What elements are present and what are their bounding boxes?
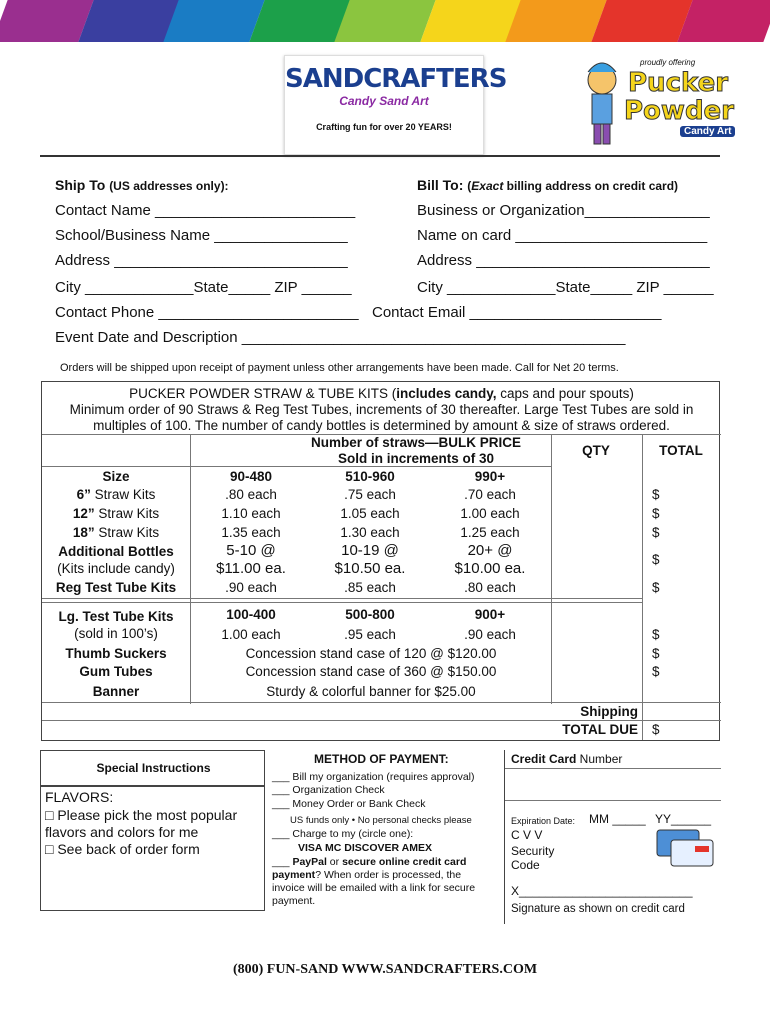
banner-desc: Sturdy & colorful banner for $25.00 xyxy=(266,684,476,699)
expiration-label: Expiration Date: xyxy=(511,816,576,826)
cvv-label: C V V xyxy=(511,828,543,842)
event-field[interactable]: Event Date and Description ______________________________________________ xyxy=(55,329,626,346)
total-cell[interactable]: $ xyxy=(652,664,660,679)
rainbow-stripe xyxy=(249,0,350,42)
bill-city-field[interactable]: City _____________State_____ ZIP ______ xyxy=(417,279,714,296)
powder-word: Powder xyxy=(624,96,735,126)
security-label: Security xyxy=(511,844,555,858)
credit-card-icon xyxy=(655,826,715,871)
shipping-notice: Orders will be shipped upon receipt of payment unless other arrangements have been made. Call for Net 20 terms. xyxy=(60,362,619,374)
price-cell: .85 each xyxy=(344,580,396,595)
expiration-mm[interactable]: MM _____ xyxy=(589,812,646,826)
credit-card-number-field[interactable]: Credit Card Number xyxy=(511,752,623,766)
row-thumb-suckers: Thumb Suckers xyxy=(65,646,167,661)
payment-payment: payment. xyxy=(272,895,316,907)
special-instructions-header xyxy=(40,750,265,786)
shipping-label: Shipping xyxy=(580,704,638,719)
col-90-480: 90-480 xyxy=(229,469,273,484)
name-on-card-field[interactable]: Name on card _______________________ xyxy=(417,227,708,244)
bill-to-heading: Bill To: (Exact billing address on credit card) xyxy=(417,177,679,193)
total-cell[interactable]: $ xyxy=(652,525,660,540)
payment-charge[interactable]: ___ Charge to my (circle one): xyxy=(272,828,414,840)
price-cell: 1.00 each xyxy=(460,506,520,521)
logo-brand: SANDCRAFTERS xyxy=(285,64,507,94)
price-cell: .70 each xyxy=(464,487,516,502)
ship-city-field[interactable]: City _____________State_____ ZIP ______ xyxy=(55,279,352,296)
col-510-960: 510-960 xyxy=(345,469,395,484)
total-cell[interactable]: $ xyxy=(652,580,660,595)
row-banner: Banner xyxy=(92,684,140,699)
payment-paypal-cont: payment? When order is processed, the xyxy=(272,869,462,881)
expiration-yy[interactable]: YY______ xyxy=(655,812,712,826)
ship-address-field[interactable]: Address ____________________________ xyxy=(55,252,348,269)
minimum-note-1: Minimum order of 90 Straws & Reg Test Tubes, increments of 30 thereafter. Large Test Tubes are sold in xyxy=(69,402,694,417)
bill-address-field[interactable]: Address ____________________________ xyxy=(417,252,710,269)
rainbow-stripe xyxy=(335,0,436,42)
price-cell: 1.10 each xyxy=(221,506,281,521)
pucker-proudly: proudly offering xyxy=(640,58,696,67)
card-types[interactable]: VISA MC DISCOVER AMEX xyxy=(298,842,432,854)
price-cell: .90 each xyxy=(225,580,277,595)
footer-contact: (800) FUN-SAND WWW.SANDCRAFTERS.COM xyxy=(232,962,538,977)
price-cell: 1.25 each xyxy=(460,525,520,540)
total-due-value[interactable]: $ xyxy=(652,722,660,737)
row-lg-test-tube: Lg. Test Tube Kits xyxy=(58,609,174,624)
qty-header: QTY xyxy=(582,443,610,458)
rainbow-stripe xyxy=(677,0,770,42)
payment-us-funds: US funds only • No personal checks please xyxy=(290,815,472,826)
minimum-note-2: multiples of 100. The number of candy bottles is determined by amount & size of straws ordered. xyxy=(93,418,670,433)
contact-name-field[interactable]: Contact Name ________________________ xyxy=(55,202,356,219)
school-name-field[interactable]: School/Business Name ________________ xyxy=(55,227,348,244)
total-header: TOTAL xyxy=(659,443,703,458)
special-instructions-box[interactable] xyxy=(40,786,265,911)
total-due-label: TOTAL DUE xyxy=(562,722,638,737)
ship-to-heading: Ship To (US addresses only): xyxy=(55,177,229,193)
contact-phone-field[interactable]: Contact Phone ________________________ xyxy=(55,304,359,321)
price-cell: 1.30 each xyxy=(340,525,400,540)
logo-tagline: Crafting fun for over 20 YEARS! xyxy=(316,122,452,132)
total-cell[interactable]: $ xyxy=(652,646,660,661)
payment-org-check[interactable]: ___ Organization Check xyxy=(272,784,385,796)
bulk-price-heading: Number of straws—BULK PRICE xyxy=(310,435,522,450)
logo-subtitle: Candy Sand Art xyxy=(339,94,429,108)
flavor-option-back[interactable]: □ See back of order form xyxy=(45,841,200,857)
col-900-plus: 900+ xyxy=(474,607,506,622)
special-title: Special Instructions xyxy=(96,761,211,775)
rainbow-stripe xyxy=(591,0,692,42)
bottles-note: (Kits include candy) xyxy=(57,561,175,576)
total-cell[interactable]: $ xyxy=(652,487,660,502)
rainbow-stripe xyxy=(163,0,264,42)
candy-art-badge: Candy Art xyxy=(680,126,735,137)
code-label: Code xyxy=(511,858,540,872)
rainbow-banner xyxy=(0,0,770,42)
lg-tube-note: (sold in 100’s) xyxy=(74,626,158,641)
total-cell[interactable]: $ xyxy=(652,552,660,567)
row-additional-bottles: Additional Bottles xyxy=(58,544,174,559)
pucker-powder-logo xyxy=(580,50,740,150)
price-table xyxy=(41,381,720,741)
total-cell[interactable]: $ xyxy=(652,627,660,642)
payment-title: METHOD OF PAYMENT: xyxy=(314,752,449,766)
price-cell: 20+ @ xyxy=(467,542,513,559)
increments-heading: Sold in increments of 30 xyxy=(337,451,495,466)
payment-invoice: invoice will be emailed with a link for secure xyxy=(272,882,476,894)
table-title: PUCKER POWDER STRAW & TUBE KITS (includes candy, caps and pour spouts) xyxy=(129,386,634,401)
row-reg-test-tube: Reg Test Tube Kits xyxy=(55,580,177,595)
contact-email-field[interactable]: Contact Email _______________________ xyxy=(372,304,662,321)
price-cell: 5-10 @ xyxy=(226,542,276,559)
rainbow-stripe xyxy=(506,0,607,42)
rainbow-stripe xyxy=(78,0,179,42)
rainbow-stripe xyxy=(420,0,521,42)
price-cell: $11.00 ea. xyxy=(216,560,286,577)
pucker-word: Pucker xyxy=(628,68,729,98)
col-990-plus: 990+ xyxy=(474,469,506,484)
payment-money-order[interactable]: ___ Money Order or Bank Check xyxy=(272,798,426,810)
flavors-label: FLAVORS: xyxy=(45,789,114,805)
row-18-straw: 18” Straw Kits xyxy=(72,525,160,540)
price-cell: 10-19 @ xyxy=(341,542,399,559)
signature-field[interactable]: X__________________________ xyxy=(511,884,693,898)
price-cell: 1.00 each xyxy=(221,627,281,642)
price-cell: $10.50 ea. xyxy=(334,560,406,577)
credit-card-section xyxy=(504,750,720,924)
price-cell: .90 each xyxy=(464,627,516,642)
rainbow-stripe xyxy=(0,0,93,42)
price-cell: 1.35 each xyxy=(221,525,281,540)
price-cell: 1.05 each xyxy=(340,506,400,521)
col-500-800: 500-800 xyxy=(345,607,395,622)
payment-paypal[interactable]: ___ PayPal or secure online credit card xyxy=(272,856,467,868)
price-cell: .80 each xyxy=(225,487,277,502)
sandcrafters-logo xyxy=(284,55,507,155)
row-gum-tubes: Gum Tubes xyxy=(79,664,153,679)
header-divider xyxy=(40,155,720,157)
price-cell: .95 each xyxy=(344,627,396,642)
col-100-400: 100-400 xyxy=(226,607,276,622)
signature-label: Signature as shown on credit card xyxy=(511,903,685,915)
row-6-straw: 6” Straw Kits xyxy=(76,487,156,502)
row-12-straw: 12” Straw Kits xyxy=(72,506,160,521)
total-cell[interactable]: $ xyxy=(652,506,660,521)
price-cell: $10.00 ea. xyxy=(454,560,526,577)
gum-desc: Concession stand case of 360 @ $150.00 xyxy=(245,664,497,679)
flavor-option-popular-cont: flavors and colors for me xyxy=(45,824,199,840)
business-field[interactable]: Business or Organization_______________ xyxy=(417,202,710,219)
payment-bill-org[interactable]: ___ Bill my organization (requires approval) xyxy=(272,771,475,783)
price-cell: .75 each xyxy=(344,487,396,502)
size-header: Size xyxy=(102,469,130,484)
thumb-desc: Concession stand case of 120 @ $120.00 xyxy=(245,646,497,661)
price-cell: .80 each xyxy=(464,580,516,595)
flavor-option-popular[interactable]: □ Please pick the most popular xyxy=(45,807,238,823)
